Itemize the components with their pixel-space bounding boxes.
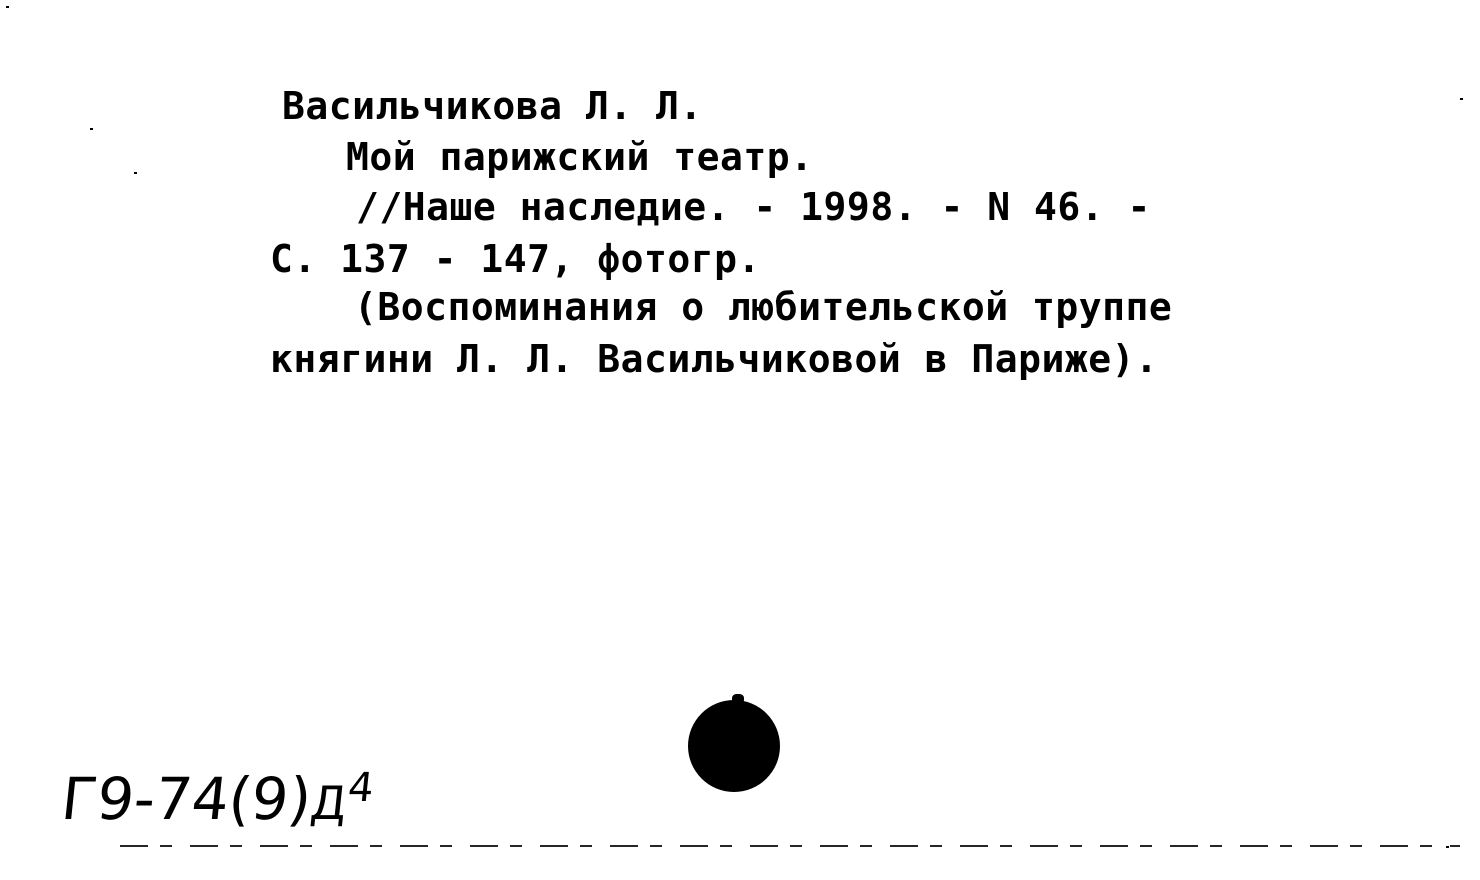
card-author: Васильчикова Л. Л. [282, 84, 703, 128]
scan-speck [90, 128, 93, 130]
card-title: Мой парижский театр. [346, 135, 814, 179]
card-note-line-2: княгини Л. Л. Васильчиковой в Париже). [270, 337, 1159, 381]
shelfmark-main: Г9-74(9) [58, 765, 315, 833]
punch-hole [688, 700, 780, 792]
scan-speck [1446, 846, 1449, 848]
scan-speck [1460, 98, 1463, 100]
card-source: //Наше наследие. - 1998. - N 46. - [356, 185, 1151, 229]
card-note-line-1: (Воспоминания о любительской труппе [354, 285, 1173, 329]
card-bottom-rule [120, 845, 1460, 847]
scan-speck [134, 172, 137, 174]
shelfmark [58, 765, 377, 833]
shelfmark-sup: 4 [345, 765, 377, 811]
card-pages: С. 137 - 147, фотогр. [270, 237, 761, 281]
shelfmark-sub: Д [307, 776, 350, 830]
scan-speck [6, 6, 9, 8]
